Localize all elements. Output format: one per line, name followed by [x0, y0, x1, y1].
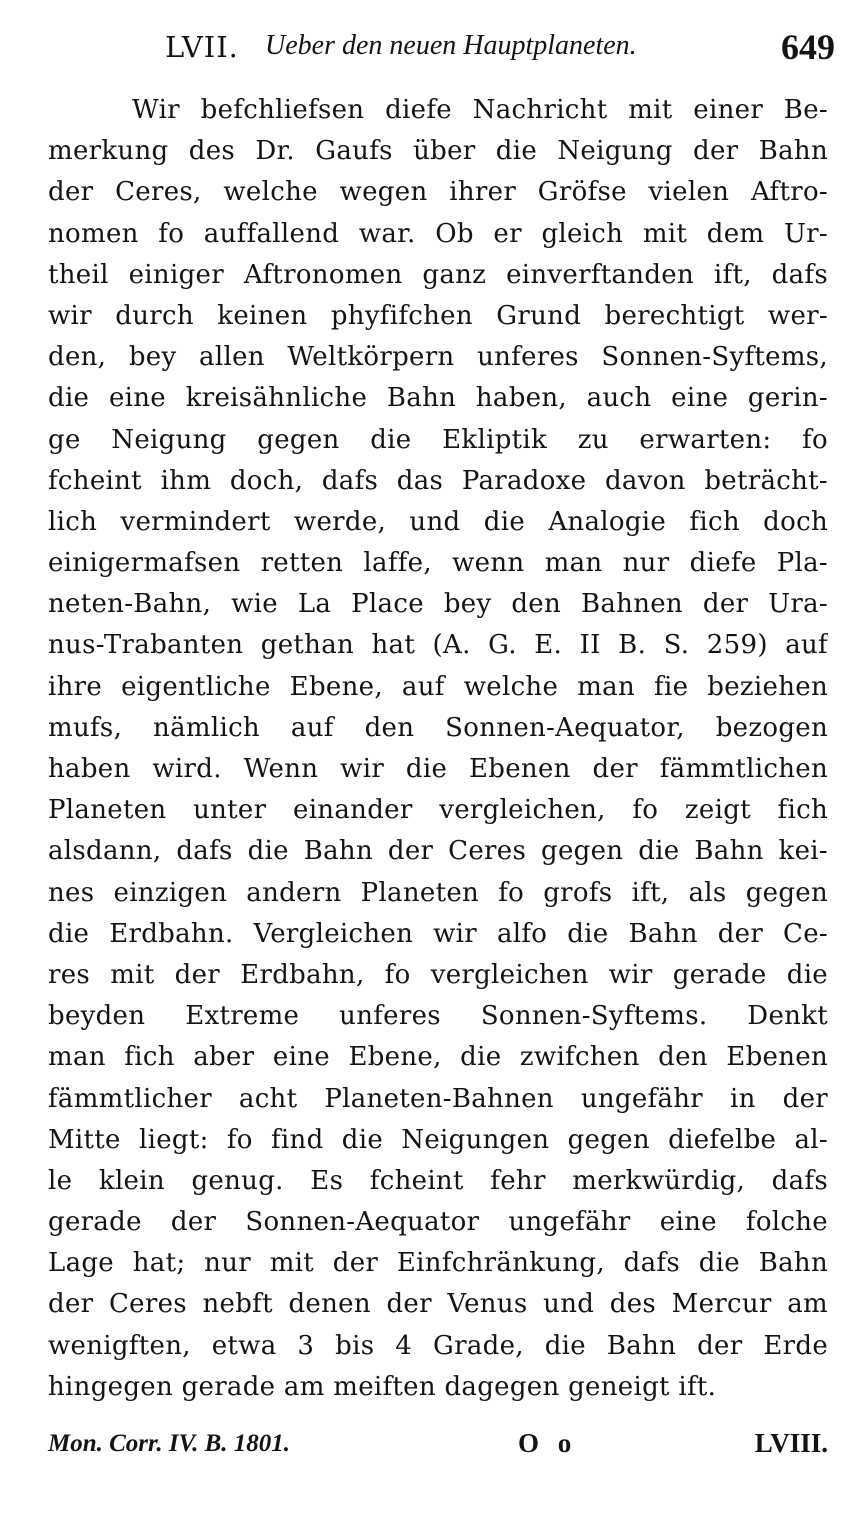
text-line: nus-Trabanten gethan hat (A. G. E. II B. S. 259) auf [48, 630, 828, 661]
signature-reference: Mon. Corr. IV. B. 1801. [48, 1430, 290, 1457]
text-line: die eine kreisähnliche Bahn haben, auch eine gerin- [48, 383, 828, 414]
text-line: nomen fo auffallend war. Ob er gleich mit dem Ur- [48, 218, 828, 249]
text-line: beyden Extreme unferes Sonnen-Syftems. Denkt [48, 1001, 828, 1032]
text-line: res mit der Erdbahn, fo vergleichen wir gerade die [48, 959, 828, 990]
text-line: fämmtlicher acht Planeten-Bahnen ungefähr in der [48, 1083, 828, 1114]
text-line: mufs, nämlich auf den Sonnen-Aequator, bezogen [48, 712, 828, 743]
text-line: Lage hat; nur mit der Einfchränkung, dafs die Bahn [48, 1248, 828, 1279]
text-line: ge Neigung gegen die Ekliptik zu erwarten: fo [48, 424, 828, 455]
chapter-number: LVII. [165, 30, 239, 64]
signature-mark: O o [518, 1428, 578, 1458]
page-number: 649 [781, 27, 835, 67]
text-line: neten-Bahn, wie La Place bey den Bahnen der Ura- [48, 589, 828, 620]
text-line: ihre eigentliche Ebene, auf welche man fie beziehen [48, 671, 828, 702]
text-line: theil einiger Aftronomen ganz einverftanden ift, dafs [48, 259, 828, 290]
text-line: Wir befchliefsen diefe Nachricht mit einer Be- [132, 95, 828, 125]
text-line: le klein genug. Es fcheint fehr merkwürdig, dafs [48, 1165, 828, 1196]
text-line: alsdann, dafs die Bahn der Ceres gegen die Bahn kei- [48, 836, 828, 867]
text-line: wenigften, etwa 3 bis 4 Grade, die Bahn der Erde [48, 1330, 828, 1361]
text-line: wir durch keinen phyfifchen Grund berechtigt wer- [48, 300, 828, 331]
page-header [165, 22, 835, 72]
running-title: Ueber den neuen Hauptplaneten. [265, 30, 637, 61]
text-line: hingegen gerade am meiften dagegen geneigt ift. [48, 1371, 717, 1402]
text-line: fcheint ihm doch, dafs das Paradoxe davon beträcht- [48, 465, 828, 496]
text-line: gerade der Sonnen-Aequator ungefähr eine folche [48, 1207, 828, 1238]
page-footer [48, 1424, 828, 1468]
text-line: Planeten unter einander vergleichen, fo zeigt fich [48, 795, 828, 826]
text-line: die Erdbahn. Vergleichen wir alfo die Bahn der Ce- [48, 918, 828, 949]
text-line: der Ceres nebft denen der Venus und des Mercur am [48, 1289, 828, 1320]
text-line: haben wird. Wenn wir die Ebenen der fämmtlichen [48, 754, 828, 784]
text-line: man fich aber eine Ebene, die zwifchen den Ebenen [48, 1042, 828, 1073]
text-line: lich vermindert werde, und die Analogie fich doch [48, 506, 828, 537]
text-line: merkung des Dr. Gaufs über die Neigung der Bahn [48, 136, 828, 167]
catchword: LVIII. [754, 1428, 828, 1458]
text-line: den, bey allen Weltkörpern unferes Sonnen-Syftems, [48, 342, 828, 373]
text-line: der Ceres, welche wegen ihrer Gröfse vielen Aftro- [48, 177, 828, 208]
text-line: einigermafsen retten laffe, wenn man nur diefe Pla- [48, 548, 828, 579]
body-paragraph [48, 90, 828, 1408]
text-line: Mitte liegt: fo find die Neigungen gegen diefelbe al- [48, 1124, 828, 1155]
text-line: nes einzigen andern Planeten fo grofs ift, als gegen [48, 877, 828, 908]
